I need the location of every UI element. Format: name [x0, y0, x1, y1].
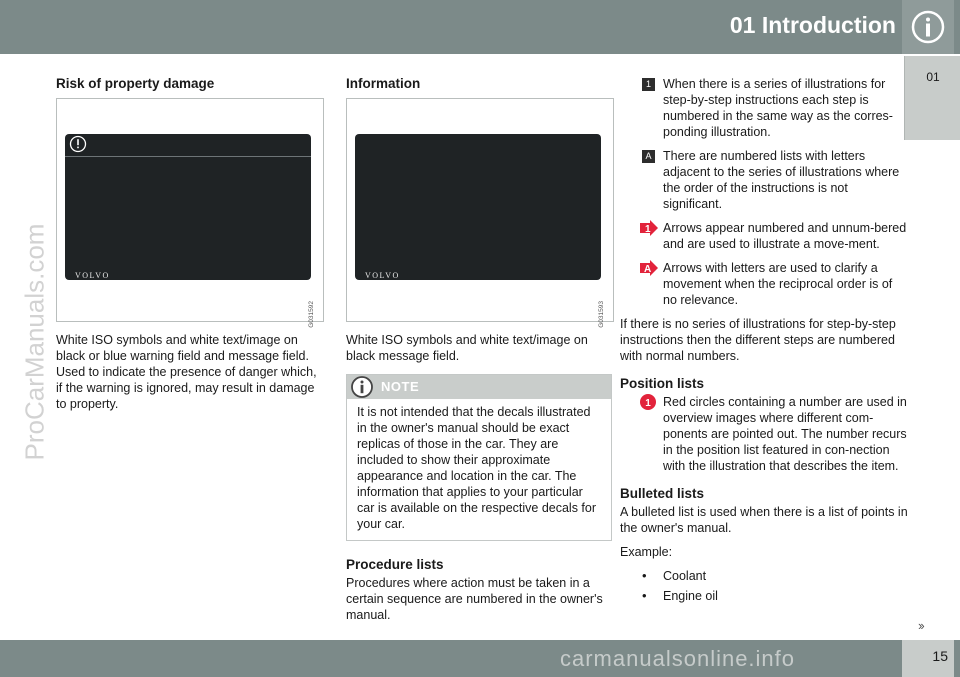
page-number: 15: [932, 648, 948, 664]
watermark-left: ProCarManuals.com: [19, 223, 50, 461]
arrow-label: A: [644, 264, 652, 275]
red-circle-number-icon: [640, 394, 656, 410]
position-lists-heading: Position lists: [620, 376, 705, 391]
note-body: It is not intended that the decals illustrated in the owner's manual should be exact replicas of those in the car. They are included to show their approximate appearance and location in the car. The information that applies to your particular car is available on the respective decals for your car.: [357, 405, 597, 531]
chapter-tab[interactable]: [904, 56, 960, 140]
exclamation-icon: [69, 135, 87, 153]
procedure-heading: Procedure lists: [346, 557, 444, 572]
list-item: [620, 588, 908, 604]
header-icon-box: [902, 0, 954, 54]
note-box: [346, 374, 612, 541]
bullet-icon: •: [642, 588, 647, 603]
marker-text: Arrows with letters are used to clarify a movement when the reciprocal order is of no relevance.: [663, 261, 893, 307]
note-title: NOTE: [381, 379, 420, 394]
screen-divider: [65, 156, 311, 157]
body-text: White ISO symbols and white text/image on black message field.: [346, 333, 588, 363]
note-header: [347, 375, 611, 399]
marker-item: [620, 260, 908, 308]
marker-item: [620, 76, 908, 140]
marker-text: Red circles containing a number are used in overview images where different com-ponents are pointed out. The number recurs in the position list featured in con-nection with the illustration that describes the item.: [663, 395, 907, 473]
marker-item: [620, 394, 908, 474]
bullet-text: Coolant: [663, 569, 707, 583]
page-footer: [0, 640, 960, 677]
info-icon: [909, 8, 947, 46]
column-property-damage: [56, 76, 324, 420]
warning-decal-figure: [56, 98, 324, 328]
chapter-title: 01 Introduction: [729, 12, 896, 38]
marker-text: Arrows appear numbered and unnum-bered and are used to illustrate a move-ment.: [663, 221, 907, 251]
page-header: [0, 0, 960, 54]
lettered-arrow-icon: [640, 260, 658, 276]
figure-code: G031593: [598, 301, 605, 328]
bullet-text: Engine oil: [663, 589, 718, 603]
watermark-bottom: carmanualsonline.info: [560, 646, 796, 671]
marker-text: There are numbered lists with letters adjacent to the series of illustrations where the order of the instructions is not significant.: [663, 149, 900, 211]
example-label: Example:: [620, 545, 673, 559]
column-information: [346, 76, 614, 631]
volvo-logo: VOLVO: [365, 271, 400, 280]
info-icon: [349, 375, 375, 399]
circle-label: 1: [645, 398, 651, 409]
decal-screen: [355, 134, 601, 280]
section-heading: Risk of property damage: [56, 76, 215, 91]
marker-text: When there is a series of illustrations for step-by-step instructions each step is numbered in the same way as the corres-ponding illustration.: [663, 77, 893, 139]
numbered-arrow-icon: [640, 220, 658, 236]
procedure-text: Procedures where action must be taken in a certain sequence are numbered in the owner's manual.: [346, 576, 603, 622]
decal-screen: [65, 134, 311, 280]
marker-item: [620, 148, 908, 212]
section-heading: Information: [346, 76, 421, 91]
body-text: White ISO symbols and white text/image on black or blue warning field and message field. Used to indicate the presence of danger which, if the warning is ignored, may result in damage to property.: [56, 333, 317, 411]
list-item: [620, 568, 908, 584]
column-lists: [620, 76, 908, 608]
marker-item: [620, 220, 908, 252]
number-marker-icon: 1: [642, 78, 655, 91]
next-page-icon[interactable]: ››: [918, 618, 923, 633]
arrow-label: 1: [645, 224, 651, 235]
body-text: A bulleted list is used when there is a list of points in the owner's manual.: [620, 505, 908, 535]
chapter-tab-label: 01: [926, 70, 940, 84]
figure-code: G031592: [308, 301, 315, 328]
body-text: If there is no series of illustrations for step-by-step instructions then the different steps are numbered with normal numbers.: [620, 317, 896, 363]
letter-marker-icon: A: [642, 150, 655, 163]
bullet-icon: •: [642, 568, 647, 583]
info-decal-figure: [346, 98, 614, 328]
volvo-logo: VOLVO: [75, 271, 110, 280]
bulleted-lists-heading: Bulleted lists: [620, 486, 705, 501]
